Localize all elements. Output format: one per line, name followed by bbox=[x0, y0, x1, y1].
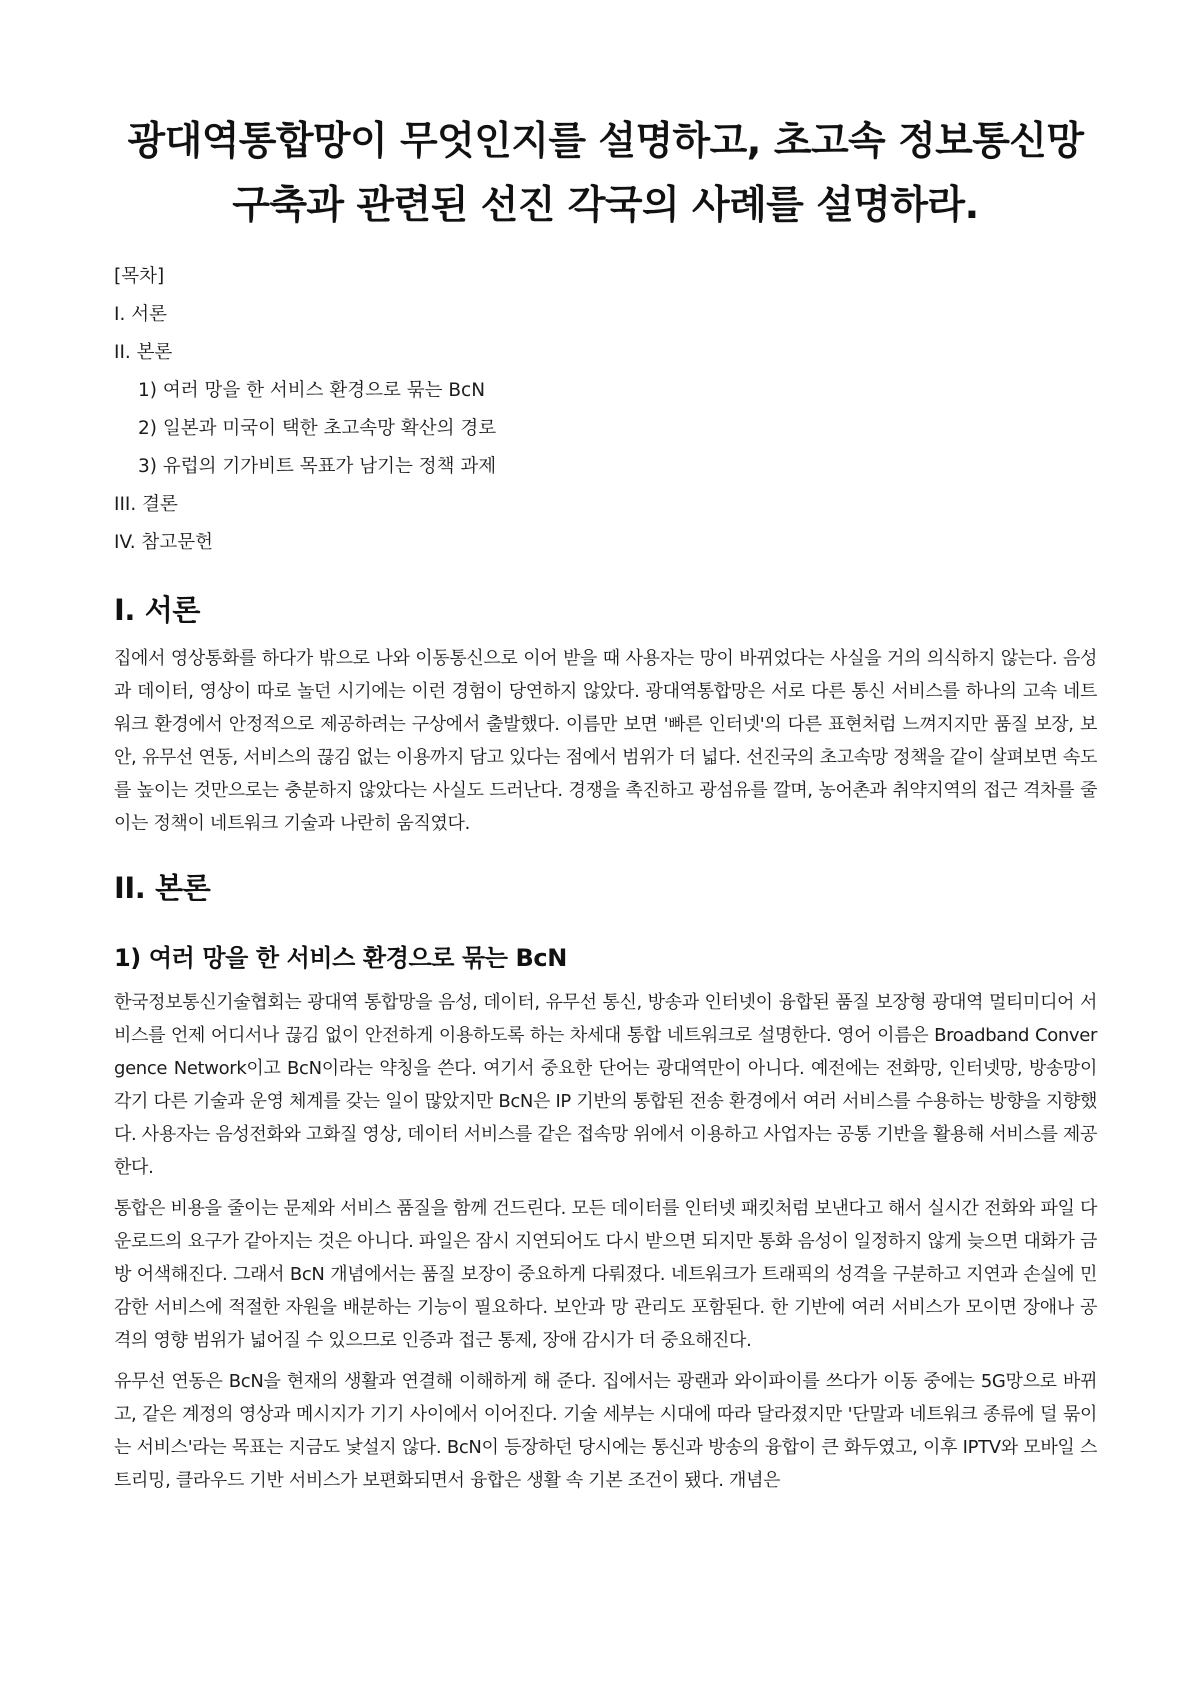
bcn-paragraph-3: 유무선 연동은 BcN을 현재의 생활과 연결해 이해하게 해 준다. 집에서는 광랜과 와이파이를 쓰다가 이동 중에는 5G망으로 바뀌고, 같은 계정의 영상과 메시지가 기기 사이에서 이어진다. 기술 세부는 시대에 따라 달라졌지만 '단말과 네트워크 종류에 덜 묶이는 서비스'라는 목표는 지금도 낯설지 않다. BcN이 등장하던 당시에는 통신과 방송의 융합이 큰 화두였고, 이후 IPTV와 모바일 스트리밍, 클라우드 기반 서비스가 보편화되면서 융합은 생활 속 기본 조건이 됐다. 개념은 bbox=[114, 1371, 1097, 1491]
table-of-contents bbox=[114, 258, 1097, 562]
bcn-paragraph-2: 통합은 비용을 줄이는 문제와 서비스 품질을 함께 건드린다. 모든 데이터를 인터넷 패킷처럼 보낸다고 해서 실시간 전화와 파일 다운로드의 요구가 같아지는 것은 아니다. 파일은 잠시 지연되어도 다시 받으면 되지만 통화 음성이 일정하지 않게 늦으면 대화가 금방 어색해진다. 그래서 BcN 개념에서는 품질 보장이 중요하게 다뤄졌다. 네트워크가 트래픽의 성격을 구분하고 지연과 손실에 민감한 서비스에 적절한 자원을 배분하는 기능이 필요하다. 보안과 망 관리도 포함된다. 한 기반에 여러 서비스가 모이면 장애나 공격의 영향 범위가 넓어질 수 있으므로 인증과 접근 통제, 장애 감시가 더 중요해진다. bbox=[114, 1198, 1097, 1351]
toc-item-conclusion: III. 결론 bbox=[114, 494, 178, 515]
toc-heading: [목차] bbox=[114, 266, 165, 287]
bcn-paragraph-1: 한국정보통신기술협회는 광대역 통합망을 음성, 데이터, 유무선 통신, 방송과 인터넷이 융합된 품질 보장형 광대역 멀티미디어 서비스를 언제 어디서나 끊김 없이 안전하게 이용하도록 하는 차세대 통합 네트워크로 설명한다. 영어 이름은 Broadband Convergence Network이고 BcN이라는 약칭을 쓴다. 여기서 중요한 단어는 광대역만이 아니다. 예전에는 전화망, 인터넷망, 방송망이 각기 다른 기술과 운영 체계를 갖는 일이 많았지만 BcN은 IP 기반의 통합된 전송 환경에서 여러 서비스를 수용하는 방향을 지향했다. 사용자는 음성전화와 고화질 영상, 데이터 서비스를 같은 접속망 위에서 이용하고 사업자는 공통 기반을 활용해 서비스를 제공한다. bbox=[114, 992, 1097, 1178]
toc-item-references: IV. 참고문헌 bbox=[114, 532, 213, 553]
section-heading-body: II. 본론 bbox=[114, 871, 211, 905]
toc-item-intro: I. 서론 bbox=[114, 304, 167, 325]
toc-item-body-1: 1) 여러 망을 한 서비스 환경으로 묶는 BcN bbox=[138, 380, 486, 401]
intro-paragraph: 집에서 영상통화를 하다가 밖으로 나와 이동통신으로 이어 받을 때 사용자는 망이 바뀌었다는 사실을 거의 의식하지 않는다. 음성과 데이터, 영상이 따로 놀던 시기에는 이런 경험이 당연하지 않았다. 광대역통합망은 서로 다른 통신 서비스를 하나의 고속 네트워크 환경에서 안정적으로 제공하려는 구상에서 출발했다. 이름만 보면 '빠른 인터넷'의 다른 표현처럼 느껴지지만 품질 보장, 보안, 유무선 연동, 서비스의 끊김 없는 이용까지 담고 있다는 점에서 범위가 더 넓다. 선진국의 초고속망 정책을 같이 살펴보면 속도를 높이는 것만으로는 충분하지 않았다는 사실도 드러난다. 경쟁을 촉진하고 광섬유를 깔며, 농어촌과 취약지역의 접근 격차를 줄이는 정책이 네트워크 기술과 나란히 움직였다. bbox=[114, 648, 1097, 834]
toc-item-body-2: 2) 일본과 미국이 택한 초고속망 확산의 경로 bbox=[138, 418, 497, 439]
subsection-heading-bcn: 1) 여러 망을 한 서비스 환경으로 묶는 BcN bbox=[114, 944, 567, 972]
section-heading-intro: I. 서론 bbox=[114, 593, 200, 627]
document-title: 광대역통합망이 무엇인지를 설명하고, 초고속 정보통신망 구축과 관련된 선진 각국의 사례를 설명하라. bbox=[127, 119, 1084, 228]
toc-item-body-3: 3) 유럽의 기가비트 목표가 남기는 정책 과제 bbox=[138, 456, 497, 477]
toc-item-body: II. 본론 bbox=[114, 342, 173, 363]
